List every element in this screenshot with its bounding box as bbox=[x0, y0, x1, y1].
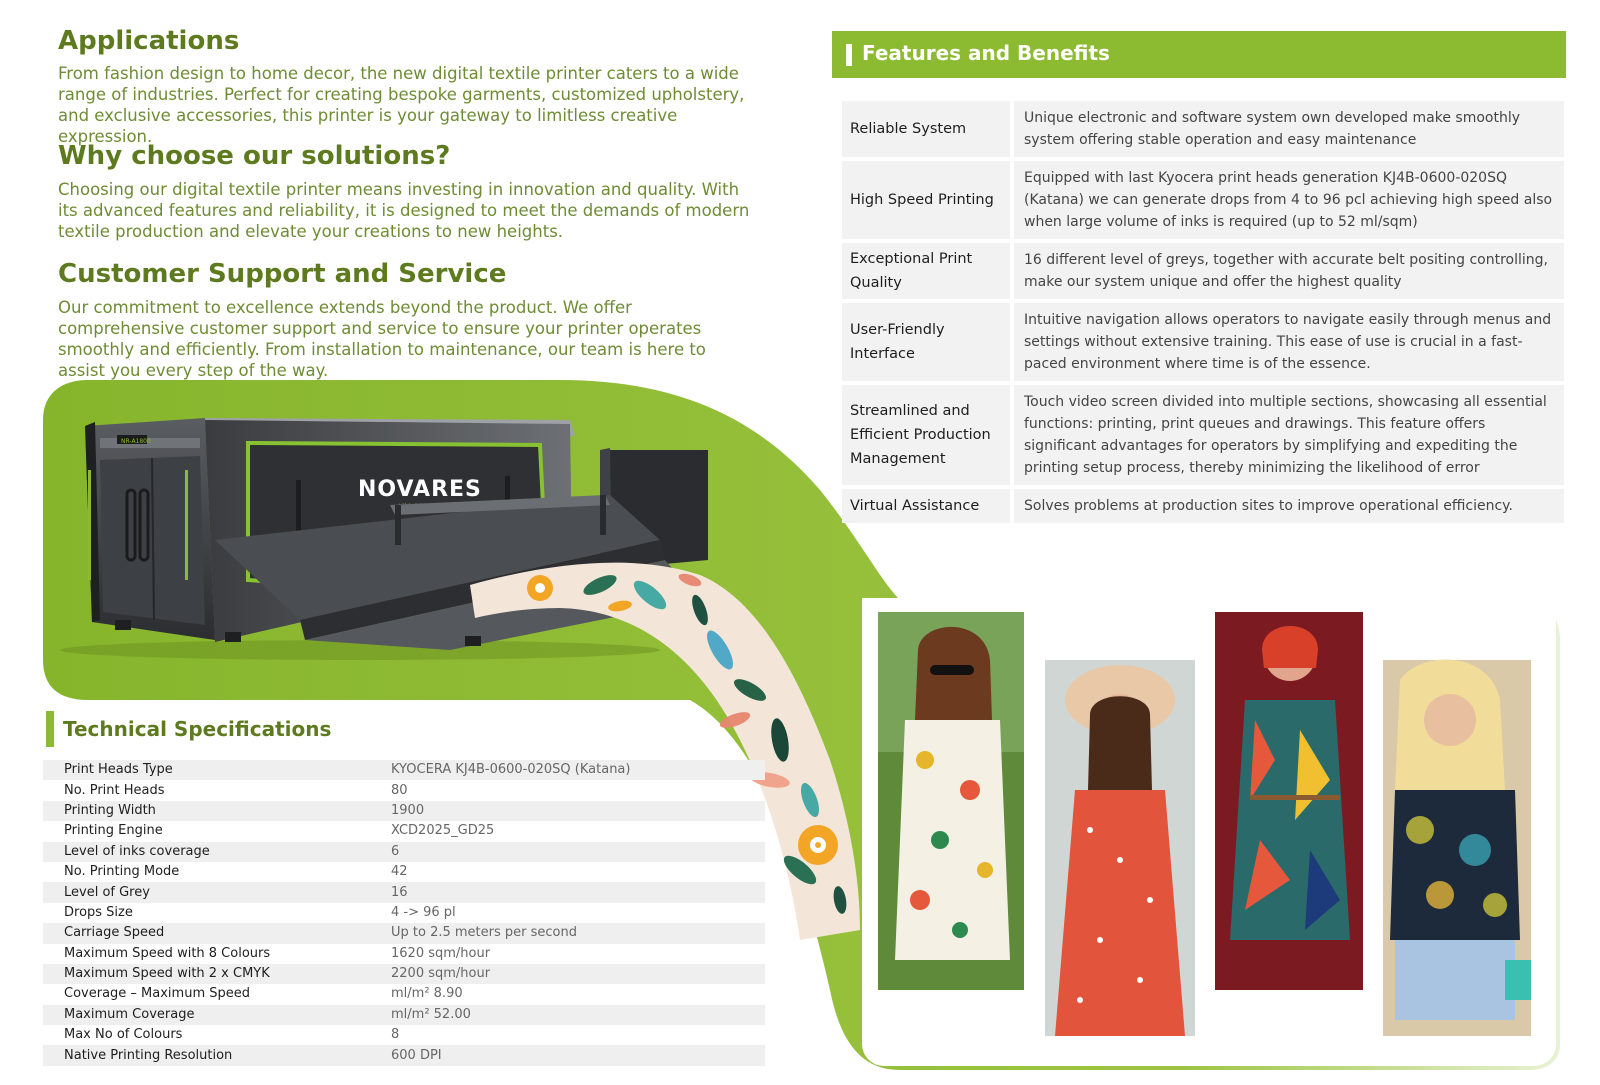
spec-value: 1900 bbox=[386, 801, 765, 821]
support-title: Customer Support and Service bbox=[58, 259, 507, 289]
spec-label: Maximum Speed with 8 Colours bbox=[64, 945, 271, 961]
why-body: Choosing our digital textile printer means investing in innovation and quality. With its advanced features and reliability, it is designed to meet the demands of modern textile production and elevate your creations to new heights. bbox=[58, 180, 750, 241]
spec-value: 2200 sqm/hour bbox=[386, 964, 765, 984]
spec-label: Drops Size bbox=[64, 904, 133, 920]
tech-spec-table bbox=[43, 760, 765, 1066]
spec-value: 8 bbox=[391, 1027, 400, 1043]
feature-name: Reliable System bbox=[842, 101, 1010, 157]
spec-value: ml/m² 52.00 bbox=[386, 1005, 765, 1025]
applications-body: From fashion design to home decor, the new digital textile printer caters to a wide range of industries. Perfect for creating bespoke garments, customized upholstery, and exclusive accessories, this printer is your gateway to limitless creative expression. bbox=[58, 64, 745, 146]
feature-description: Equipped with last Kyocera print heads generation KJ4B-0600-020SQ (Katana) we can generate drops from 4 to 96 pcl achieving high speed also when large volume of inks is required (up to 52 ml/sqm) bbox=[1010, 161, 1564, 239]
spec-row bbox=[43, 1025, 765, 1045]
spec-row bbox=[43, 842, 765, 862]
spec-row bbox=[43, 923, 765, 943]
spec-label: No. Print Heads bbox=[64, 782, 165, 798]
spec-label: Print Heads Type bbox=[43, 760, 386, 780]
support-body: Our commitment to excellence extends beyond the product. We offer comprehensive customer support and service to ensure your printer operates smoothly and efficiently. From installation to maintenance, our team is here to assist you every step of the way. bbox=[58, 298, 706, 380]
feature-description: Intuitive navigation allows operators to navigate easily through menus and settings without extensive training. This ease of use is crucial in a fast-paced environment where time is of the essence. bbox=[1010, 303, 1564, 381]
spec-label: Coverage – Maximum Speed bbox=[64, 986, 250, 1002]
printer-brand-logo: NOVARES bbox=[358, 477, 482, 502]
spec-label: Level of Grey bbox=[43, 882, 386, 902]
spec-row bbox=[43, 801, 765, 821]
spec-value: XCD2025_GD25 bbox=[391, 823, 495, 839]
spec-row bbox=[43, 760, 765, 780]
spec-value: KYOCERA KJ4B-0600-020SQ (Katana) bbox=[386, 760, 765, 780]
model-photo-3 bbox=[1215, 612, 1363, 990]
spec-value: 16 bbox=[386, 882, 765, 902]
spec-row bbox=[43, 903, 765, 923]
feature-row bbox=[842, 101, 1564, 157]
spec-label: Max No of Colours bbox=[64, 1027, 183, 1043]
spec-value: ml/m² 8.90 bbox=[391, 986, 463, 1002]
spec-label: Maximum Speed with 2 x CMYK bbox=[43, 964, 386, 984]
features-header bbox=[832, 31, 1566, 78]
model-photo-4 bbox=[1383, 660, 1531, 1036]
tech-title: Technical Specifications bbox=[63, 717, 332, 741]
tech-title-accent bbox=[46, 711, 54, 747]
feature-row bbox=[842, 161, 1564, 239]
applications-title: Applications bbox=[58, 26, 240, 56]
features-table bbox=[842, 97, 1564, 527]
feature-name: User-Friendly Interface bbox=[842, 303, 1010, 381]
feature-name: High Speed Printing bbox=[842, 161, 1010, 239]
feature-description: Touch video screen divided into multiple sections, showcasing all essential functions: printing, print queues and drawings. This feature offers significant advantages for operators by simplifying and expediting the printing setup process, thereby minimizing the likelihood of error bbox=[1010, 385, 1564, 485]
spec-value: 4 -> 96 pl bbox=[391, 904, 456, 920]
spec-value: 42 bbox=[391, 864, 408, 880]
spec-label: No. Printing Mode bbox=[64, 864, 180, 880]
feature-description: Unique electronic and software system own developed make smoothly system offering stable operation and easy maintenance bbox=[1010, 101, 1564, 157]
spec-row bbox=[43, 1045, 765, 1065]
model-photo-1 bbox=[878, 612, 1024, 990]
spec-value: 600 DPI bbox=[386, 1045, 765, 1065]
feature-row bbox=[842, 303, 1564, 381]
spec-row bbox=[43, 821, 765, 841]
spec-label: Native Printing Resolution bbox=[43, 1045, 386, 1065]
spec-label: Printing Width bbox=[43, 801, 386, 821]
model-badge-text: NR-A1800 bbox=[121, 438, 151, 445]
spec-row bbox=[43, 882, 765, 902]
spec-row bbox=[43, 862, 765, 882]
features-header-accent bbox=[846, 44, 852, 66]
spec-row bbox=[43, 964, 765, 984]
why-title: Why choose our solutions? bbox=[58, 141, 451, 171]
feature-description: Solves problems at production sites to improve operational efficiency. bbox=[1010, 489, 1564, 523]
feature-description: 16 different level of greys, together with accurate belt positing controlling, make our system unique and offer the highest quality bbox=[1010, 243, 1564, 299]
spec-value: Up to 2.5 meters per second bbox=[386, 923, 765, 943]
spec-label: Maximum Coverage bbox=[43, 1005, 386, 1025]
spec-label: Level of inks coverage bbox=[43, 842, 386, 862]
spec-value: 6 bbox=[386, 842, 765, 862]
features-title: Features and Benefits bbox=[862, 41, 1110, 65]
feature-row bbox=[842, 489, 1564, 523]
feature-name: Virtual Assistance bbox=[842, 489, 1010, 523]
feature-name: Streamlined and Efficient Production Management bbox=[842, 385, 1010, 485]
spec-row bbox=[43, 1005, 765, 1025]
spec-label: Printing Engine bbox=[64, 823, 163, 839]
spec-label: Carriage Speed bbox=[43, 923, 386, 943]
feature-name: Exceptional Print Quality bbox=[842, 243, 1010, 299]
feature-row bbox=[842, 385, 1564, 485]
spec-row bbox=[43, 944, 765, 964]
spec-value: 1620 sqm/hour bbox=[391, 945, 491, 961]
spec-row bbox=[43, 780, 765, 800]
spec-row bbox=[43, 984, 765, 1004]
spec-value: 80 bbox=[391, 782, 408, 798]
model-photo-2 bbox=[1045, 660, 1195, 1036]
feature-row bbox=[842, 243, 1564, 299]
